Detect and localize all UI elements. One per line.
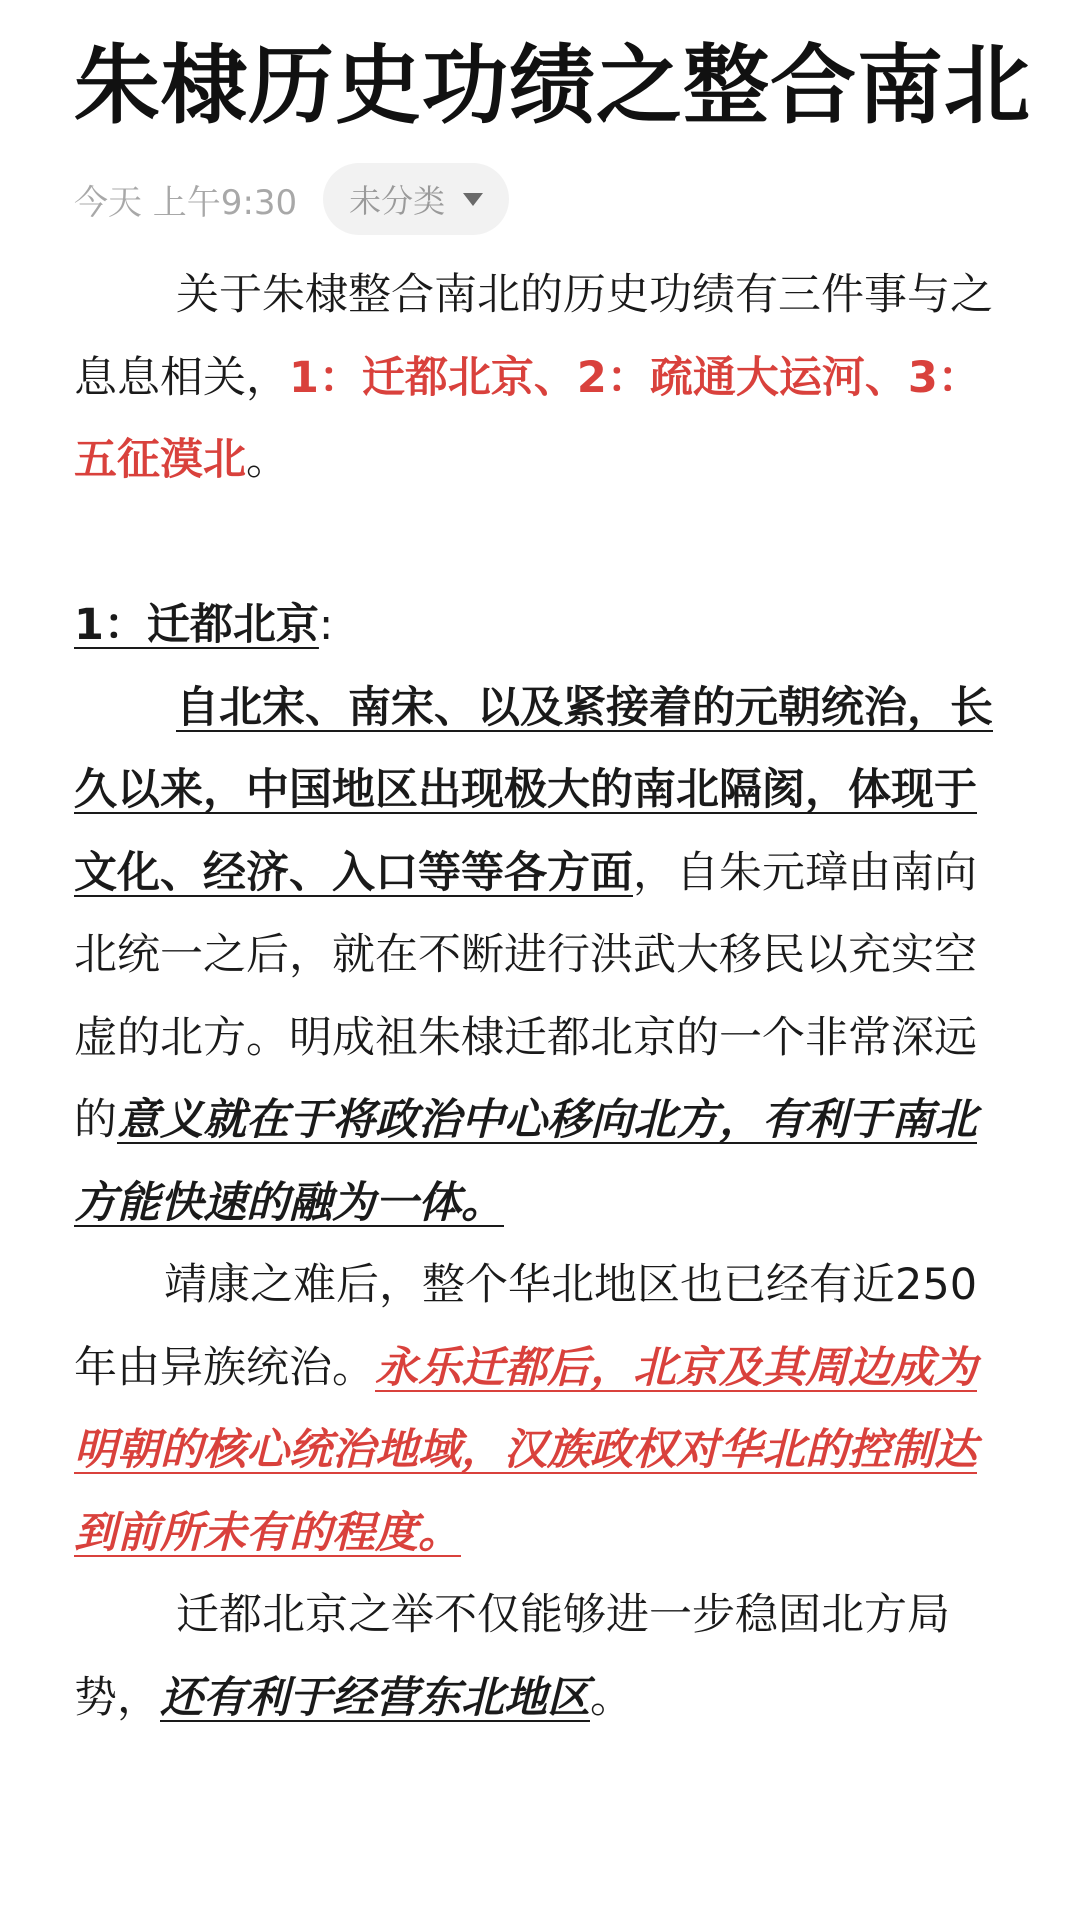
article-title: 朱棣历史功绩之整合南北 — [74, 36, 1031, 136]
paragraph-3-emphasis: 还有利于经营东北地区 — [160, 1672, 590, 1723]
paragraph-3-text: 迁都北京之举不仅能够进一步稳固北方局势， — [74, 1590, 950, 1723]
spacer — [74, 502, 1004, 585]
section-heading — [74, 584, 1004, 667]
paragraph-2-text: 靖康之难后，整个华北地区也已经有近250年由异族统治。 — [74, 1260, 978, 1393]
category-label: 未分类 — [349, 182, 446, 220]
intro-end: 。 — [246, 435, 289, 485]
article-body — [74, 254, 1004, 1739]
chevron-down-icon — [463, 193, 483, 206]
paragraph-3-end: 。 — [590, 1672, 633, 1723]
intro-paragraph — [74, 254, 1004, 502]
timestamp: 今天 上午9:30 — [74, 182, 298, 223]
section-heading-colon: : — [318, 600, 334, 650]
intro-highlight: 1：迁都北京、2：疏通大运河、3：五征漠北 — [74, 352, 981, 485]
section-paragraph-3 — [74, 1574, 1004, 1739]
category-dropdown[interactable] — [323, 163, 509, 235]
article-meta — [74, 162, 1004, 236]
section-paragraph-2 — [74, 1244, 1004, 1574]
section-paragraph-1 — [74, 667, 1004, 1245]
paragraph-1-text: ，自朱元璋由南向北统一之后，就在不断进行洪武大移民以充实空虚的北方。明成祖朱棣迁都北京的一个非常深远的 — [74, 847, 977, 1145]
paragraph-1-emphasis: 意义就在于将政治中心移向北方，有利于南北方能快速的融为一体。 — [74, 1095, 977, 1228]
intro-lead: 关于朱棣整合南北的历史功绩有三件事与之息息相关， — [74, 270, 993, 403]
paragraph-1-bold-underlined: 自北宋、南宋、以及紧接着的元朝统治，长久以来，中国地区出现极大的南北隔阂，体现于文化、经济、入口等等各方面 — [74, 682, 993, 898]
paragraph-2-emphasis: 永乐迁都后，北京及其周边成为明朝的核心统治地域，汉族政权对华北的控制达到前所未有的程度。 — [74, 1342, 977, 1558]
section-heading-text: 1：迁都北京 — [74, 600, 319, 650]
